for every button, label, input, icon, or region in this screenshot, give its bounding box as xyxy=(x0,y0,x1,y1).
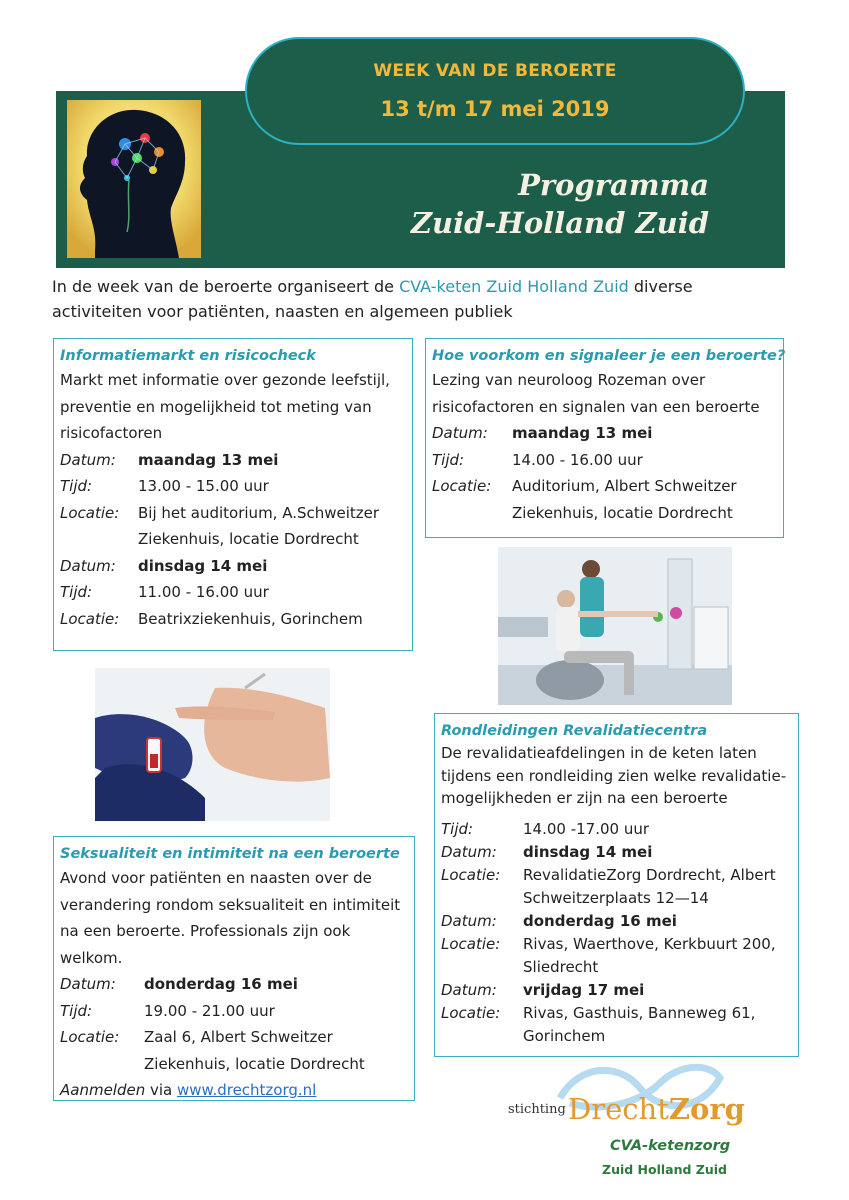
detail-row xyxy=(60,447,406,474)
detail-value: 13.00 - 15.00 uur xyxy=(138,477,269,495)
detail-value: 14.00 - 16.00 uur xyxy=(512,450,643,469)
detail-label: Datum: xyxy=(441,980,497,999)
detail-value: donderdag 16 mei xyxy=(144,975,298,993)
brain-head-illustration xyxy=(67,100,201,258)
detail-label: Locatie: xyxy=(441,1003,501,1022)
box-lezing-desc: Lezing van neuroloog Rozeman over risicofactoren en signalen van een beroerte xyxy=(432,371,760,416)
signup-label: Aanmelden xyxy=(60,1081,146,1099)
detail-row xyxy=(432,473,777,526)
title-pill xyxy=(245,37,745,145)
physiotherapy-icon xyxy=(498,547,732,705)
box-informatiemarkt-desc: Markt met informatie over gezonde leefstijl, preventie en mogelijkheid tot meting van risicofactoren xyxy=(60,371,390,442)
detail-row xyxy=(60,606,406,633)
detail-row xyxy=(441,841,792,864)
detail-label: Tijd: xyxy=(441,819,474,838)
detail-value: dinsdag 14 mei xyxy=(138,556,268,575)
box-informatiemarkt xyxy=(53,338,413,651)
blood-test-photo xyxy=(95,668,330,821)
detail-value: dinsdag 14 mei xyxy=(523,842,653,861)
detail-label: Locatie: xyxy=(60,609,120,628)
detail-row xyxy=(60,553,406,580)
detail-label: Locatie: xyxy=(441,865,501,884)
detail-label: Datum: xyxy=(60,556,116,575)
detail-row xyxy=(441,933,792,979)
week-dates: 13 t/m 17 mei 2019 xyxy=(380,97,610,121)
detail-label: Tijd: xyxy=(60,1001,93,1020)
intro-part2: diverse activiteiten voor patiënten, naasten en algemeen publiek xyxy=(52,277,693,321)
detail-label: Locatie: xyxy=(432,477,492,495)
detail-label: Datum: xyxy=(60,450,116,469)
detail-label: Datum: xyxy=(441,911,497,930)
physiotherapy-photo xyxy=(498,547,732,705)
intro-paragraph xyxy=(52,274,752,324)
detail-label: Datum: xyxy=(432,424,488,442)
detail-row xyxy=(441,979,792,1002)
detail-value: maandag 13 mei xyxy=(138,450,279,469)
box-seksualiteit-desc: Avond voor patiënten en naasten over de verandering rondom seksualiteit en intimiteit na een beroerte. Professionals zijn ook welkom. xyxy=(60,869,401,967)
detail-value: donderdag 16 mei xyxy=(523,911,677,930)
detail-value: 11.00 - 16.00 uur xyxy=(138,583,269,601)
detail-label: Tijd: xyxy=(60,583,93,601)
detail-row xyxy=(60,1024,408,1077)
detail-label: Locatie: xyxy=(441,934,501,953)
drechtzorg-link[interactable]: www.drechtzorg.nl xyxy=(177,1081,317,1099)
detail-row xyxy=(60,998,408,1025)
detail-value: 14.00 -17.00 uur xyxy=(523,819,650,838)
program-title-line1: Programma xyxy=(518,168,709,202)
box-seksualiteit-title: Seksualiteit en intimiteit na een beroerte xyxy=(60,846,400,862)
detail-label: Datum: xyxy=(60,975,116,993)
detail-label: Tijd: xyxy=(60,477,93,495)
drechtzorg-logo xyxy=(500,1058,760,1188)
detail-value: Zaal 6, Albert Schweitzer Ziekenhuis, locatie Dordrecht xyxy=(144,1028,365,1073)
detail-value: RevalidatieZorg Dordrecht, Albert Schweitzerplaats 12—14 xyxy=(523,865,776,907)
detail-label: Tijd: xyxy=(432,450,465,469)
brain-head-icon xyxy=(67,100,201,258)
detail-row xyxy=(441,864,792,910)
logo-drecht: Drecht xyxy=(568,1092,669,1126)
detail-row xyxy=(60,500,406,553)
detail-label: Datum: xyxy=(441,842,497,861)
week-title: WEEK VAN DE BEROERTE xyxy=(373,61,617,81)
program-title-line2: Zuid-Holland Zuid xyxy=(410,206,709,240)
intro-highlight: CVA-keten Zuid Holland Zuid xyxy=(399,277,629,296)
box-lezing xyxy=(425,338,784,538)
detail-label: Locatie: xyxy=(60,1028,120,1046)
box-informatiemarkt-title: Informatiemarkt en risicocheck xyxy=(60,348,316,364)
detail-row xyxy=(60,971,408,998)
intro-part1: In de week van de beroerte organiseert de xyxy=(52,277,400,296)
logo-line1: CVA-ketenzorg xyxy=(610,1138,731,1154)
blood-test-icon xyxy=(95,668,330,821)
box-rondleidingen-desc: De revalidatieafdelingen in de keten laten tijdens een rondleiding zien welke revalidatie-mogelijkheden er zijn na een beroerte xyxy=(441,744,787,807)
logo-zorg: Zorg xyxy=(668,1092,745,1126)
detail-value: 19.00 - 21.00 uur xyxy=(144,1001,275,1020)
detail-value: Rivas, Gasthuis, Banneweg 61, Gorinchem xyxy=(523,1003,756,1045)
detail-row xyxy=(441,910,792,933)
detail-value: Rivas, Waerthove, Kerkbuurt 200, Sliedrecht xyxy=(523,934,776,976)
detail-row xyxy=(60,473,406,500)
detail-value: maandag 13 mei xyxy=(512,424,653,442)
box-rondleidingen-title: Rondleidingen Revalidatiecentra xyxy=(441,723,708,739)
detail-value: Bij het auditorium, A.Schweitzer Ziekenhuis, locatie Dordrecht xyxy=(138,503,380,548)
box-seksualiteit xyxy=(53,836,415,1101)
logo-line2: Zuid Holland Zuid xyxy=(602,1162,727,1177)
box-rondleidingen xyxy=(434,713,799,1057)
signup-via: via xyxy=(145,1081,178,1099)
detail-row xyxy=(441,818,792,841)
detail-row xyxy=(60,579,406,606)
box-lezing-title: Hoe voorkom en signaleer je een beroerte? xyxy=(432,348,786,364)
detail-value: Auditorium, Albert Schweitzer Ziekenhuis, locatie Dordrecht xyxy=(512,477,737,522)
logo-stichting: stichting xyxy=(508,1102,566,1117)
detail-value: Beatrixziekenhuis, Gorinchem xyxy=(138,609,363,628)
logo-wordmark xyxy=(568,1092,745,1126)
detail-value: vrijdag 17 mei xyxy=(523,980,645,999)
signup-row xyxy=(60,1077,408,1104)
detail-row xyxy=(432,447,777,474)
detail-row xyxy=(441,1002,792,1048)
detail-row xyxy=(432,420,777,447)
detail-label: Locatie: xyxy=(60,503,120,522)
